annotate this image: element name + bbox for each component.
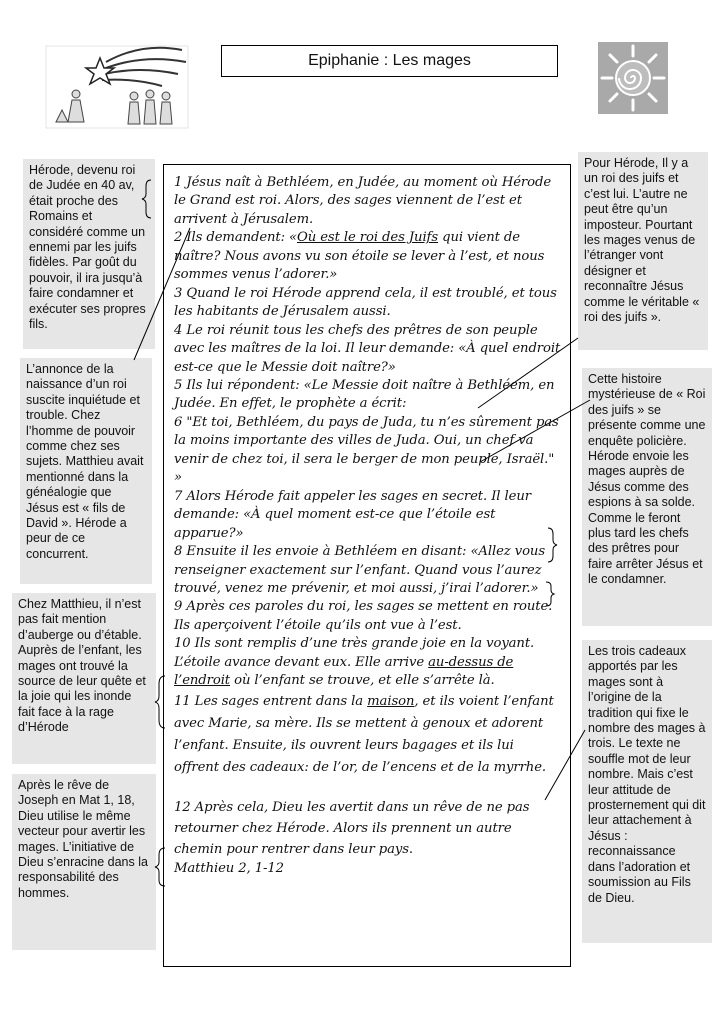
verse-1: 1 Jésus naît à Bethléem, en Judée, au moment où Hérode le Grand est roi. Alors, des sages viennent de l’est et arrivent à Jérusalem. (174, 175, 552, 227)
verse-4: 4 Le roi réunit tous les chefs des prêtres de son peuple avec les maîtres de la loi. Il leur demande: «À quel endroit est-ce que le Messie doit naître?» (174, 322, 561, 375)
verse-7: 7 Alors Hérode fait appeler les sages en secret. Il leur demande: «À quel moment est-ce que l’étoile est apparue?» (174, 488, 531, 541)
verse-2-start: 2 Ils demandent: « (174, 230, 298, 246)
page-title: Epiphanie : Les mages (221, 45, 558, 77)
verse-2-end: qui vient de naître? Nous avons vu son étoile se lever à l’est, et nous sommes venus l’adorer.» (174, 230, 545, 283)
verse-9: 9 Après ces paroles du roi, les sages se mettent en route. Ils aperçoivent l’étoile qu’ils ont vue à l’est. (174, 599, 553, 633)
verse-2-underlined: Où est le roi des Juifs (297, 230, 439, 246)
verse-10 (174, 635, 562, 690)
verse-11-underlined: maison (367, 693, 415, 709)
note-dream-warning: Après le rêve de Joseph en Mat 1, 18, Dieu utilise le même vecteur pour avertir les mages. L’initiative de Dieu s’enracine dans la responsabilité des hommes. (12, 774, 156, 950)
scripture-text-box (163, 164, 571, 967)
verse-10-underlined: au-dessus de l’endroit (174, 654, 514, 689)
note-announcement-trouble: L’annonce de la naissance d’un roi suscite inquiétude et trouble. Chez l’homme de pouvoir comme chez ses sujets. Matthieu avait mentionné dans la généalogie que Jésus est « fils de David ». Hérode a peur de ce concurrent. (20, 358, 152, 584)
verse-10-start: 10 Ils sont remplis d’une très grande joie en la voyant. L’étoile avance devant eux. Elle arrive (174, 636, 535, 670)
note-police-inquiry: Cette histoire mystérieuse de « Roi des juifs » se présente comme une enquête policière. Hérode envoie les mages auprès de Jésus comme des espions à sa solde. Comme le feront plus tard les chefs des prêtres pour faire arrêter Jésus et le condamner. (582, 368, 712, 626)
verse-11 (174, 691, 562, 779)
scripture-reference: Matthieu 2, 1-12 (174, 860, 284, 876)
verse-6: 6 "Et toi, Bethléem, du pays de Juda, tu n’es sûrement pas la moins importante des villes de Juda. Oui, un chef va venir de chez toi, il sera le berger de mon peuple, Israël." » (174, 414, 559, 486)
verse-11-end: , et ils voient l’enfant avec Marie, sa mère. Ils se mettent à genoux et adorent l’enfant. Ensuite, ils ouvrent leurs bagages et ils lui offrent des cadeaux: de l’or, de l’encens et de la myrrhe. (174, 693, 554, 775)
verse-2 (174, 229, 562, 284)
note-herode-background: Hérode, devenu roi de Judée en 40 av, était proche des Romains et considéré comme un ennemi par les juifs fidèles. Par goût du pouvoir, il ira jusqu’à faire condamner et exécuter ses propres fils. (23, 159, 155, 349)
verse-3: 3 Quand le roi Hérode apprend cela, il est troublé, et tous les habitants de Jérusalem aussi. (174, 285, 557, 320)
magi-star-illustration-icon (42, 40, 190, 130)
note-no-stable: Chez Matthieu, il n’est pas fait mention d’auberge ou d’étable. Auprès de l’enfant, les mages ont trouvé la source de leur quête et la joie qui les inonde fait face à la rage d’Hérode (12, 593, 156, 764)
verse-12: 12 Après cela, Dieu les avertit dans un rêve de ne pas retourner chez Hérode. Alors ils prennent un autre chemin pour rentrer dans leur pays. (174, 799, 530, 857)
note-king-of-jews: Pour Hérode, Il y a un roi des juifs et c’est lui. L’autre ne peut être qu’un imposteur. Pourtant les mages venus de l’étranger vont désigner et reconnaître Jésus comme le véritable « roi des juifs ». (578, 152, 708, 350)
verse-8: 8 Ensuite il les envoie à Bethléem en disant: «Allez vous renseigner exactement sur l’enfant. Quand vous l’aurez trouvé, venez me prévenir, et moi aussi, j’irai l’adorer.» (174, 544, 545, 596)
verse-5: 5 Ils lui répondent: «Le Messie doit naître à Bethléem, en Judée. En effet, le prophète a écrit: (174, 377, 555, 412)
sun-spiral-logo-icon (598, 42, 668, 114)
verse-10-end: où l’enfant se trouve, et elle s’arrête là. (230, 673, 495, 689)
note-three-gifts: Les trois cadeaux apportés par les mages sont à l’origine de la tradition qui fixe le nombre des mages à trois. Le texte ne souffle mot de leur nombre. Mais c’est leur attitude de prosternement qui dit leur attachement à Jésus : reconnaissance dans l’adoration et soumission au Fils de Dieu. (582, 640, 712, 943)
verse-11-start: 11 Les sages entrent dans la (174, 693, 368, 709)
